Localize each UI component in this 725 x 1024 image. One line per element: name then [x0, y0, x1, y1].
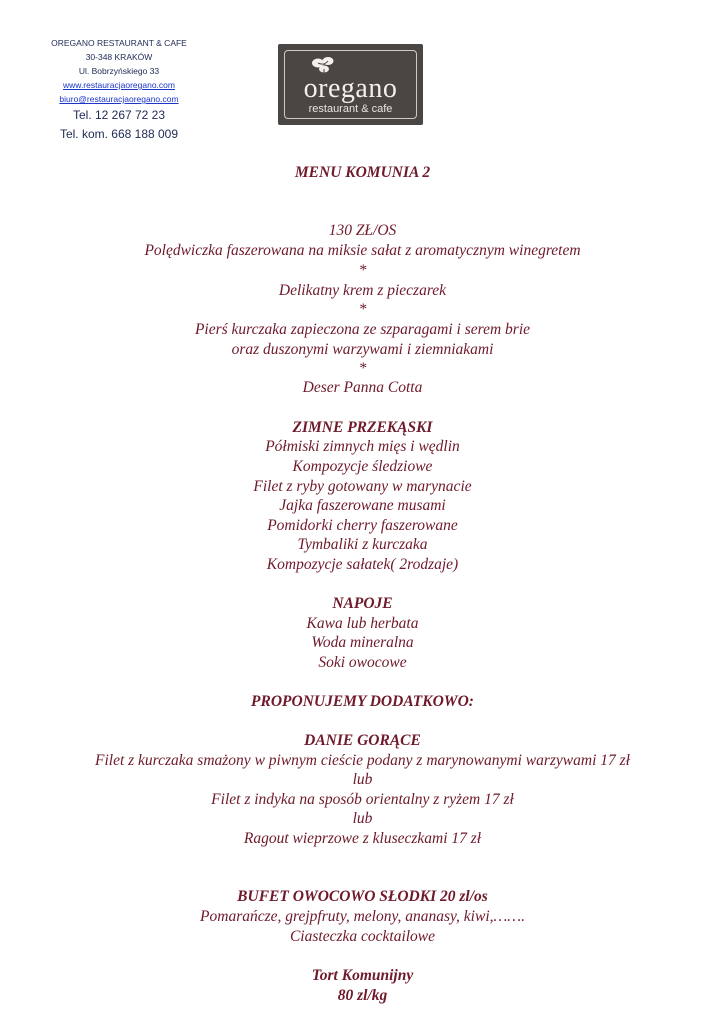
restaurant-name: OREGANO RESTAURANT & CAFE — [51, 38, 187, 48]
course-item: Delikatny krem z pieczarek — [278, 282, 447, 299]
separator-star: * — [358, 360, 367, 377]
logo-tagline: restaurant & cafe — [308, 103, 393, 115]
list-item: Kawa lub herbata — [306, 615, 419, 632]
separator-star: * — [358, 301, 367, 318]
street-address: Ul. Bobrzyńskiego 33 — [78, 66, 160, 76]
course-item: Pierś kurczaka zapieczona ze szparagami i serem brie — [194, 321, 531, 338]
separator-star: * — [358, 262, 367, 279]
mobile-number: Tel. kom. 668 188 009 — [59, 127, 179, 141]
list-item: Pomarańcze, grejpfruty, melony, ananasy, kiwi,……. — [200, 908, 525, 925]
contact-block — [40, 36, 198, 144]
logo-wordmark: oregano — [303, 73, 398, 104]
cold-appetizers-heading: ZIMNE PRZEKĄSKI — [292, 419, 433, 436]
postal-code: 30-348 KRAKÓW — [85, 52, 153, 62]
list-item: Soki owocowe — [318, 654, 407, 671]
email-link[interactable]: biuro@restauracjaoregano.com — [59, 94, 179, 104]
list-item: Półmiski zimnych mięs i wędlin — [265, 438, 460, 455]
list-item: Ciasteczka cocktailowe — [289, 928, 436, 945]
drinks-heading: NAPOJE — [332, 595, 393, 612]
or-label: lub — [352, 771, 373, 788]
buffet-heading: BUFET OWOCOWO SŁODKI 20 zl/os — [237, 888, 488, 905]
list-item: Tymbaliki z kurczaka — [297, 536, 428, 553]
list-item: Filet z indyka na sposób orientalny z ryżem 17 zł — [211, 791, 514, 808]
menu-price: 130 ZŁ/OS — [328, 222, 397, 239]
oregano-logo — [278, 44, 423, 125]
list-item: Kompozycje sałatek( 2rodzaje) — [266, 556, 459, 573]
list-item: Filet z kurczaka smażony w piwnym cieście podany z marynowanymi warzywami 17 zł — [95, 752, 630, 769]
list-item: Jajka faszerowane musami — [279, 497, 446, 514]
course-item: oraz duszonymi warzywami i ziemniakami — [231, 341, 494, 358]
list-item: Pomidorki cherry faszerowane — [267, 517, 458, 534]
phone-number: Tel. 12 267 72 23 — [72, 108, 166, 122]
menu-title: MENU KOMUNIA 2 — [294, 164, 431, 181]
list-item: Woda mineralna — [311, 634, 414, 651]
list-item: Kompozycje śledziowe — [292, 458, 433, 475]
course-item: Polędwiczka faszerowana na miksie sałat z aromatycznym winegretem — [144, 242, 581, 259]
website-link[interactable]: www.restauracjaoregano.com — [63, 80, 175, 90]
list-item: Ragout wieprzowe z kluseczkami 17 zł — [243, 830, 482, 847]
hot-dish-heading: DANIE GORĄCE — [304, 732, 421, 749]
course-item: Deser Panna Cotta — [302, 379, 423, 396]
or-label: lub — [352, 810, 373, 827]
cake-price: 80 zl/kg — [337, 987, 388, 1004]
cake-title: Tort Komunijny — [311, 967, 414, 984]
extras-heading: PROPONUJEMY DODATKOWO: — [251, 693, 474, 710]
list-item: Filet z ryby gotowany w marynacie — [253, 478, 472, 495]
